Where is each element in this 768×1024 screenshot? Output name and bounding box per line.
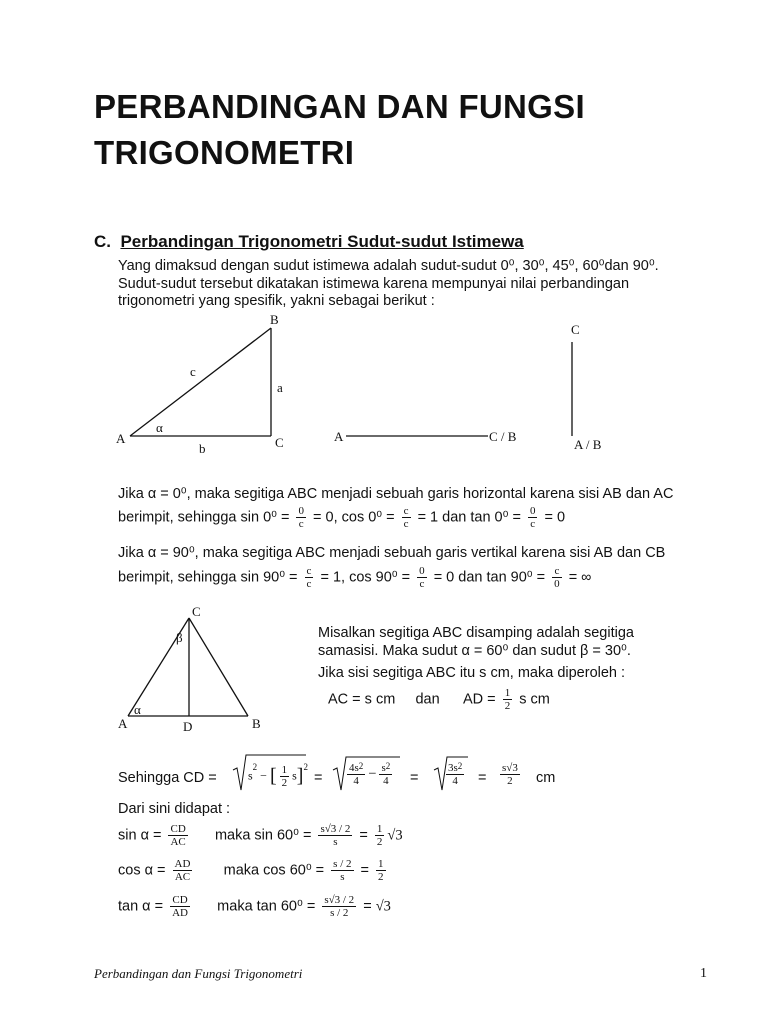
case0-equation	[118, 505, 565, 530]
cd-r3-den: 4	[452, 775, 458, 787]
tan-num: CD	[170, 894, 190, 907]
case90-equation	[118, 565, 592, 590]
case90-tan-den: 0	[554, 578, 560, 590]
sin60-fraction	[318, 823, 352, 848]
case0-tan-den: c	[530, 518, 536, 530]
fig1-label-alpha: α	[156, 420, 163, 435]
fig4-label-C: C	[192, 604, 201, 619]
ad-tail: s cm	[519, 691, 550, 708]
cd-r1-den: 2	[281, 777, 288, 789]
cd-r2-den2: 4	[383, 775, 389, 787]
footer-title: Perbandingan dan Fungsi Trigonometri	[94, 966, 303, 981]
cd-r2-den1: 4	[353, 775, 359, 787]
cd-r4-fraction	[500, 762, 520, 787]
fig3-label-C: C	[571, 322, 580, 337]
cd-eq-1: =	[314, 770, 323, 786]
cd-r1-bracket-close: ]	[296, 765, 304, 787]
tan-fraction	[170, 894, 190, 919]
cos-eq: =	[360, 862, 370, 879]
cd-r3-fraction	[446, 762, 464, 787]
equilateral-line-3: Jika sisi segitiga ABC itu s cm, maka diperoleh :	[318, 665, 626, 681]
equilateral-triangle-figure	[128, 618, 248, 716]
sin-den: AC	[170, 836, 186, 848]
fig4-label-beta: β	[176, 630, 183, 645]
fig4-label-alpha: α	[134, 702, 141, 717]
case90-cos-fraction	[417, 565, 427, 590]
cos-half-num: 1	[378, 858, 384, 870]
cos-half-fraction	[376, 858, 386, 883]
cd-r4-den: 2	[507, 775, 513, 787]
case0-cos-result: = 1 dan tan 0⁰ =	[417, 509, 521, 526]
case90-tan-result: = ∞	[568, 569, 592, 586]
cd-lead: Sehingga CD =	[118, 770, 217, 786]
sin-eq: =	[359, 827, 368, 844]
case90-tan-num: c	[552, 565, 562, 578]
section-title: Perbandingan Trigonometri Sudut-sudut Istimewa	[120, 232, 524, 251]
cos60-fraction	[331, 858, 353, 883]
cd-r3-exp: 2	[457, 761, 463, 771]
fig1-label-C: C	[275, 435, 284, 450]
ad-fraction	[503, 687, 513, 712]
sin-num: CD	[170, 823, 186, 835]
cd-root1	[248, 764, 308, 789]
cos-half-den: 2	[378, 871, 384, 883]
case0-tan-fraction	[528, 505, 538, 530]
tan-den: AD	[172, 907, 188, 919]
sin-fraction	[168, 823, 187, 848]
cos-den: AC	[174, 871, 191, 883]
case0-lead: berimpit, sehingga sin 0⁰ =	[118, 509, 290, 526]
cd-r2-minus: −	[368, 765, 377, 782]
case0-tan-result: = 0	[544, 509, 566, 526]
case90-cos-num: 0	[419, 565, 425, 577]
fig3-label-AB: A / B	[574, 437, 602, 452]
case90-sin-num: c	[306, 565, 312, 577]
sin-half-fraction	[375, 823, 385, 848]
equilateral-line-2: samasisi. Maka sudut α = 60⁰ dan sudut β = 30⁰.	[318, 643, 631, 659]
sin60-den: s	[333, 836, 338, 848]
sin-half-num: 1	[376, 823, 383, 835]
case0-cos-fraction	[402, 505, 411, 530]
cd-r1-exp-a: 2	[252, 762, 258, 772]
page-number: 1	[700, 966, 707, 981]
cd-r3-num: 3s	[448, 762, 458, 774]
case90-cos-den: c	[419, 578, 425, 590]
fig2-label-CB: C / B	[489, 429, 517, 444]
equilateral-values	[328, 687, 550, 712]
cd-eq-3: =	[478, 770, 487, 786]
case90-sin-fraction	[305, 565, 314, 590]
cos-num: AD	[174, 858, 191, 870]
cd-root3	[443, 762, 467, 787]
ratio-row-tan	[118, 894, 391, 919]
title-line-2: TRIGONOMETRI	[94, 134, 355, 171]
case90-sin-result: = 1, cos 90⁰ =	[320, 569, 411, 586]
cd-r2-fraction-1	[347, 762, 365, 787]
right-triangle-figure	[130, 328, 271, 436]
cd-r2-num2: s	[381, 762, 386, 774]
case0-cos-num: c	[403, 505, 409, 517]
tan-lead: tan α =	[118, 898, 164, 915]
cd-result	[497, 762, 523, 787]
ad-lead: AD =	[463, 691, 496, 708]
fig1-label-c: c	[190, 364, 196, 379]
case0-sin-num: 0	[298, 505, 304, 517]
ratio-row-sin	[118, 823, 403, 848]
cd-r1-num: 1	[281, 764, 288, 776]
cos60-num: s / 2	[333, 858, 352, 870]
sin60-num: s√3 / 2	[320, 823, 351, 835]
cd-r2-num1: 4s	[349, 762, 359, 774]
case90-sin-den: c	[306, 578, 312, 590]
cd-r2-exp1: 2	[358, 761, 364, 771]
case0-sin-den: c	[298, 518, 304, 530]
ad-den: 2	[504, 700, 511, 712]
fig1-label-a: a	[277, 380, 283, 395]
ad-num: 1	[504, 687, 511, 699]
sin-lead: sin α =	[118, 827, 162, 844]
cos-fraction	[173, 858, 193, 883]
cd-r1-bracket-open: [	[269, 765, 277, 787]
case0-sin-result: = 0, cos 0⁰ =	[313, 509, 395, 526]
dan-word: dan	[415, 691, 440, 708]
tan-maka: maka tan 60⁰ =	[217, 898, 316, 915]
intro-line-2: Sudut-sudut tersebut dikatakan istimewa karena mempunyai nilai perbandingan	[118, 276, 630, 292]
fig1-label-b: b	[199, 441, 206, 456]
cd-unit: cm	[536, 770, 556, 786]
case90-lead: berimpit, sehingga sin 90⁰ =	[118, 569, 298, 586]
tan-tail: √3	[375, 898, 391, 915]
fig1-label-A: A	[116, 431, 126, 446]
case90-tan-fraction	[552, 565, 562, 590]
cd-r1-minus: −	[260, 768, 267, 783]
case0-tan-num: 0	[529, 505, 536, 517]
fig2-label-A: A	[334, 429, 344, 444]
fig4-label-D: D	[183, 719, 193, 734]
case90-cos-result: = 0 dan tan 90⁰ =	[433, 569, 546, 586]
title-line-1: PERBANDINGAN DAN FUNGSI	[94, 88, 585, 125]
dari-text: Dari sini didapat :	[118, 801, 231, 817]
fig4-label-A: A	[118, 716, 128, 731]
case0-cos-den: c	[403, 518, 409, 530]
intro-line-1: Yang dimaksud dengan sudut istimewa adalah sudut-sudut 0⁰, 30⁰, 45⁰, 60⁰dan 90⁰.	[118, 258, 659, 274]
cd-r1-exp-b: 2	[303, 762, 308, 772]
case0-line-1: Jika α = 0⁰, maka segitiga ABC menjadi sebuah garis horizontal karena sisi AB dan AC	[118, 486, 674, 502]
sin-tail: √3	[387, 827, 403, 844]
cos60-den: s	[340, 871, 345, 883]
cd-root2	[344, 762, 395, 787]
section-label: C.	[94, 232, 111, 251]
cd-r1-s: s	[248, 768, 253, 783]
ac-value: AC = s cm	[328, 691, 396, 708]
cd-r1-fraction	[280, 764, 290, 789]
case90-line-1: Jika α = 90⁰, maka segitiga ABC menjadi sebuah garis vertikal karena sisi AB dan CB	[118, 545, 666, 561]
tan60-fraction	[322, 894, 356, 919]
cos-maka: maka cos 60⁰ =	[223, 862, 325, 879]
fig4-label-B: B	[252, 716, 261, 731]
cd-r2-fraction-2	[379, 762, 392, 787]
fig1-label-B: B	[270, 312, 279, 327]
tan-eq: =	[363, 898, 372, 915]
equilateral-line-1: Misalkan segitiga ABC disamping adalah segitiga	[318, 625, 634, 641]
sin-maka: maka sin 60⁰ =	[214, 827, 312, 844]
intro-line-3: trigonometri yang spesifik, yakni sebagai berikut :	[118, 293, 435, 309]
cos-lead: cos α =	[118, 862, 166, 879]
case0-sin-fraction	[296, 505, 306, 530]
ratio-row-cos	[118, 858, 389, 883]
sin-half-den: 2	[376, 836, 383, 848]
tan60-num: s√3 / 2	[324, 894, 355, 906]
cd-eq-2: =	[410, 770, 419, 786]
cd-r1-s2: s	[292, 768, 297, 783]
cd-r2-exp2: 2	[385, 761, 391, 771]
tan60-den: s / 2	[330, 907, 349, 919]
cd-r4-num: s√3	[502, 762, 518, 774]
